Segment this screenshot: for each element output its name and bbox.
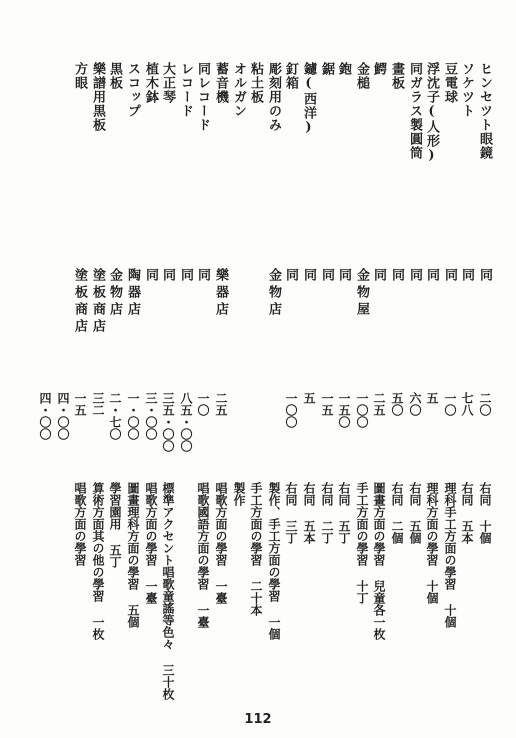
row-supplier: 同 xyxy=(160,268,175,285)
row-note: 手工方面の學習 二十本 xyxy=(249,482,263,616)
row-note: 製作、手工方面の學習 一個 xyxy=(267,482,281,640)
row-note: 右同 五本 xyxy=(460,482,474,544)
row-count: 一〇〇 xyxy=(284,392,298,428)
row-item: 鋸 xyxy=(319,62,334,76)
row-supplier: 同 xyxy=(442,268,457,285)
row-count: 一〇〇 xyxy=(355,392,369,428)
row-supplier: 同 xyxy=(178,268,193,285)
row-count: 五 xyxy=(302,392,316,404)
row-count: 一〇 xyxy=(196,392,210,416)
row-item: ソケツト xyxy=(459,62,474,118)
row-supplier: 金物屋 xyxy=(354,268,369,319)
row-supplier: 同 xyxy=(477,268,492,285)
row-supplier: 塗板商店 xyxy=(90,268,105,336)
row-note: 手工方面の學習 十丁 xyxy=(355,482,369,604)
row-item: 浮沈子(人形) xyxy=(424,62,439,164)
row-item: 方眼 xyxy=(72,62,87,90)
row-note: 理科方面の學習 十個 xyxy=(425,482,439,604)
row-note: 右同 二個 xyxy=(390,482,404,544)
row-supplier: 同 xyxy=(143,268,158,285)
row-item: 同ガラス製圓筒 xyxy=(407,62,422,160)
row-count: 三二 xyxy=(91,392,105,416)
row-item: 畫板 xyxy=(389,62,404,90)
row-note: 算術方面其の他の學習 一枚 xyxy=(91,482,105,640)
row-note: 右同 五本 xyxy=(302,482,316,544)
row-count: 四・〇〇 xyxy=(56,392,70,440)
row-note: 唱歌方面の學習 一臺 xyxy=(214,482,228,604)
row-count: 二五 xyxy=(372,392,386,416)
row-count: 七八 xyxy=(460,392,474,416)
row-note: 右同 五個 xyxy=(408,482,422,544)
row-item: 鰐 xyxy=(371,62,386,76)
row-supplier: 同 xyxy=(283,268,298,285)
row-supplier: 樂器店 xyxy=(213,268,228,319)
row-supplier: 同 xyxy=(336,268,351,285)
row-count: 二・七〇 xyxy=(108,392,122,440)
row-item: 蓄音機 xyxy=(213,62,228,104)
row-item: 金槌 xyxy=(354,62,369,90)
row-supplier: 同 xyxy=(301,268,316,285)
row-note: 圖畫理科方面の學習 五個 xyxy=(126,482,140,628)
row-item: 黒板 xyxy=(107,62,122,90)
row-item: 釘箱 xyxy=(283,62,298,90)
row-count: 五〇 xyxy=(390,392,404,416)
row-supplier: 同 xyxy=(195,268,210,285)
row-item: 樂譜用黒板 xyxy=(90,62,105,132)
row-note: 理科手工方面の學習 十個 xyxy=(443,482,457,628)
row-item: ヒンセツト眼鏡 xyxy=(477,62,492,160)
row-item: スコップ xyxy=(125,62,140,118)
row-count: 八五・〇〇 xyxy=(179,392,193,452)
row-count: 二〇 xyxy=(478,392,492,416)
row-count: 四・〇〇 xyxy=(38,392,52,440)
row-count: 一五〇 xyxy=(337,392,351,428)
row-note: 標準アクセント唱歌童謠等色々 三十枚 xyxy=(161,482,175,700)
row-count: 一・〇〇 xyxy=(126,392,140,440)
row-count: 一五 xyxy=(73,392,87,416)
row-count: 三五・〇〇 xyxy=(161,392,175,452)
row-item: オルガン xyxy=(231,62,246,118)
row-item: レコード xyxy=(178,62,193,118)
row-count: 二五 xyxy=(214,392,228,416)
row-note: 圖畫方面の學習 兒童各一枚 xyxy=(372,482,386,640)
row-supplier: 陶器店 xyxy=(125,268,140,319)
row-note: 唱歌方面の學習 一臺 xyxy=(144,482,158,604)
row-note: 右同 十個 xyxy=(478,482,492,544)
page-number: 112 xyxy=(244,712,272,727)
row-supplier: 同 xyxy=(371,268,386,285)
row-note: 製作 xyxy=(232,482,246,506)
row-supplier: 塗板商店 xyxy=(72,268,87,336)
row-supplier: 同 xyxy=(389,268,404,285)
row-note: 右同 二丁 xyxy=(320,482,334,544)
row-count: 一〇 xyxy=(443,392,457,416)
row-item: 鉋 xyxy=(336,62,351,76)
row-note: 唱歌國語方面の學習 一臺 xyxy=(196,482,210,628)
row-count: 一五 xyxy=(320,392,334,416)
row-supplier: 同 xyxy=(407,268,422,285)
row-count: 五 xyxy=(425,392,439,404)
row-note: 右同 三丁 xyxy=(284,482,298,544)
row-item: 粘土板 xyxy=(248,62,263,104)
row-supplier: 同 xyxy=(459,268,474,285)
row-note: 學習園用 五丁 xyxy=(108,482,122,568)
row-note: 右同 五丁 xyxy=(337,482,351,544)
row-item: 同レコード xyxy=(195,62,210,132)
row-count: 三・〇〇 xyxy=(144,392,158,440)
row-supplier: 同 xyxy=(319,268,334,285)
row-supplier: 金物店 xyxy=(107,268,122,319)
row-item: 大正琴 xyxy=(160,62,175,104)
row-supplier: 同 xyxy=(424,268,439,285)
row-item: 豆電球 xyxy=(442,62,457,104)
row-count: 六〇 xyxy=(408,392,422,416)
row-item: 彫刻用のみ xyxy=(266,62,281,132)
row-item: 鑢(西洋) xyxy=(301,62,316,136)
row-supplier: 金物店 xyxy=(266,268,281,319)
row-note: 唱歌方面の學習 xyxy=(73,482,87,566)
row-item: 植木鉢 xyxy=(143,62,158,104)
